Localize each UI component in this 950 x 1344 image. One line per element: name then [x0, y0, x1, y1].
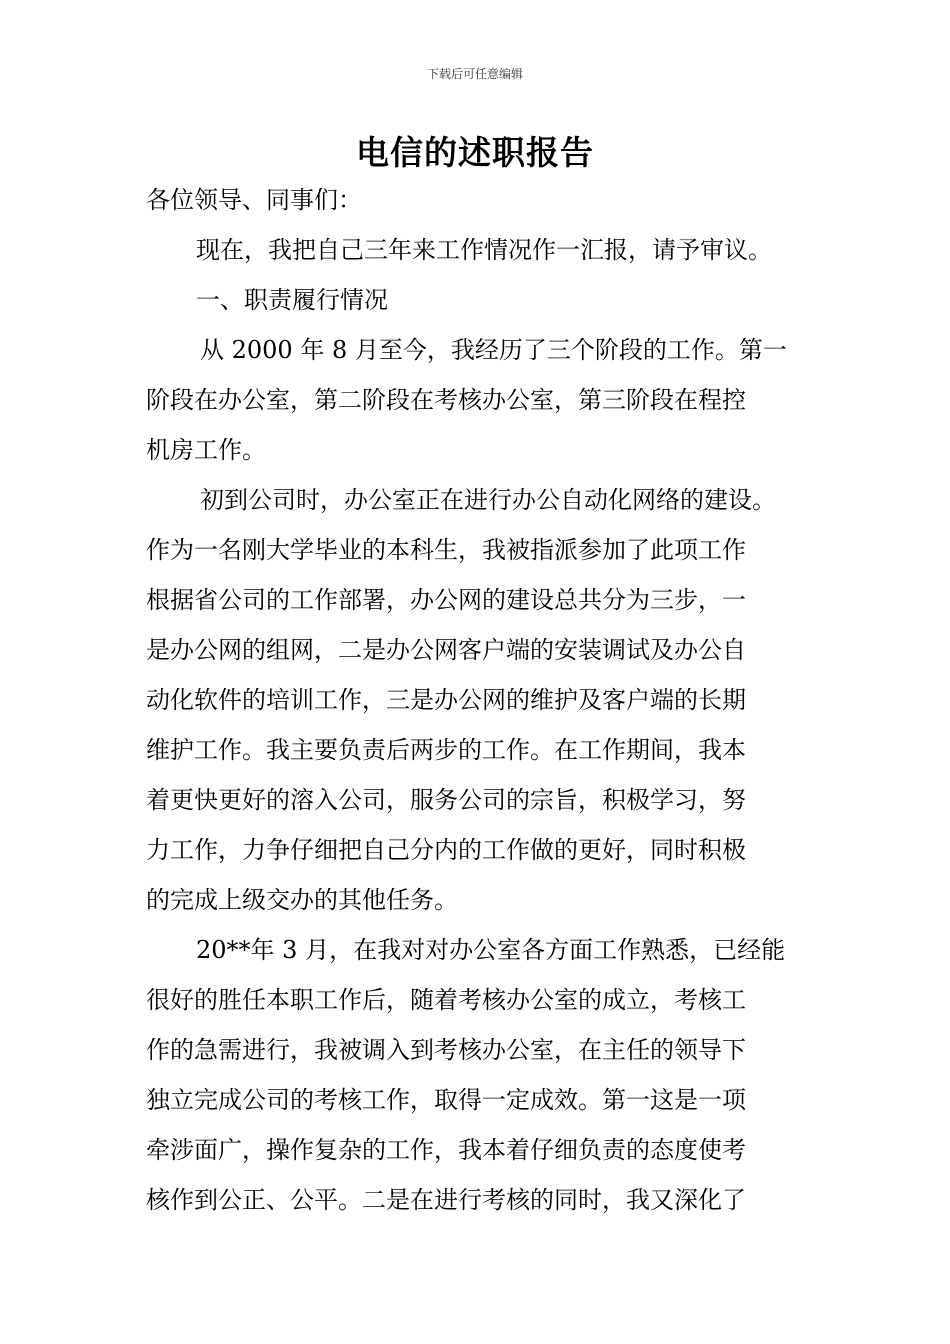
body-line: 动化软件的培训工作，三是办公网的维护及客户端的长期	[146, 686, 746, 714]
salutation-line: 各位领导、同事们：	[146, 186, 362, 214]
body-line: 阶段在办公室，第二阶段在考核办公室，第三阶段在程控	[146, 386, 746, 414]
body-line: 作为一名刚大学毕业的本科生，我被指派参加了此项工作	[146, 536, 746, 564]
body-line: 从 2000 年 8 月至今，我经历了三个阶段的工作。第一	[200, 336, 787, 364]
body-line: 很好的胜任本职工作后，随着考核办公室的成立，考核工	[146, 986, 746, 1014]
body-line: 独立完成公司的考核工作，取得一定成效。第一这是一项	[146, 1086, 746, 1114]
body-line: 作的急需进行，我被调入到考核办公室，在主任的领导下	[146, 1036, 746, 1064]
body-line: 核作到公正、公平。二是在进行考核的同时，我又深化了	[146, 1186, 746, 1214]
body-line: 初到公司时，办公室正在进行办公自动化网络的建设。	[200, 486, 776, 514]
body-line: 着更快更好的溶入公司，服务公司的宗旨，积极学习，努	[146, 786, 746, 814]
header-note: 下载后可任意编辑	[426, 67, 523, 81]
body-line: 20**年 3 月，在我对对办公室各方面工作熟悉，已经能	[196, 936, 786, 964]
body-line: 的完成上级交办的其他任务。	[146, 886, 458, 914]
document-title: 电信的述职报告	[356, 133, 594, 172]
body-line: 维护工作。我主要负责后两步的工作。在工作期间，我本	[146, 736, 746, 764]
body-line: 现在，我把自己三年来工作情况作一汇报，请予审议。	[196, 236, 772, 264]
section-heading: 一、职责履行情况	[196, 286, 388, 314]
body-line: 机房工作。	[146, 436, 266, 464]
body-line: 力工作，力争仔细把自己分内的工作做的更好，同时积极	[146, 836, 746, 864]
body-line: 牵涉面广，操作复杂的工作，我本着仔细负责的态度使考	[146, 1136, 746, 1164]
body-line: 根据省公司的工作部署，办公网的建设总共分为三步，一	[146, 586, 746, 614]
body-line: 是办公网的组网，二是办公网客户端的安装调试及办公自	[146, 636, 746, 664]
